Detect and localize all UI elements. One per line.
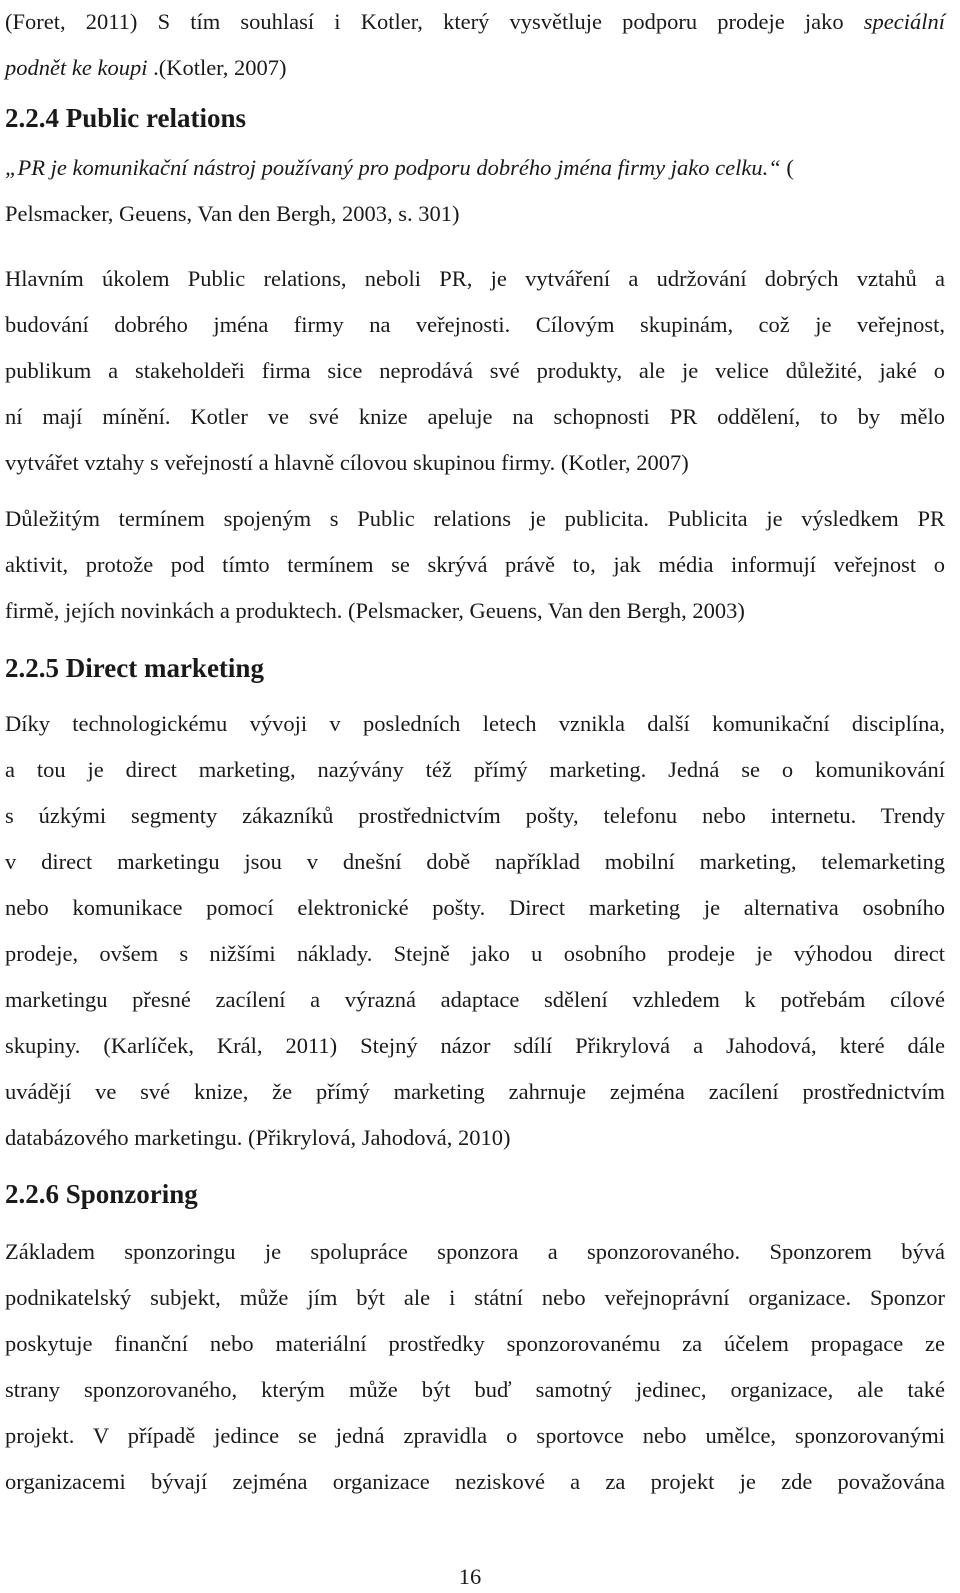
body-line: strany sponzorovaného, kterým může být buď samotný jedinec, organizace, ale také [5, 1377, 945, 1402]
body-line: projekt. V případě jedince se jedná zpravidla o sportovce nebo umělce, sponzorovanými [5, 1423, 945, 1448]
body-line: budování dobrého jména firmy na veřejnosti. Cílovým skupinám, což je veřejnost, [5, 312, 945, 337]
body-line: nebo komunikace pomocí elektronické pošty. Direct marketing je alternativa osobního [5, 895, 945, 920]
body-line: ní mají mínění. Kotler ve své knize apeluje na schopnosti PR oddělení, to by mělo [5, 404, 945, 429]
body-line: poskytuje finanční nebo materiální prostředky sponzorovanému za účelem propagace ze [5, 1331, 945, 1356]
italic-text-run: podnět ke koupi [5, 55, 148, 80]
body-line: Hlavním úkolem Public relations, neboli PR, je vytváření a udržování dobrých vztahů a [5, 266, 945, 291]
quote-text: „PR je komunikační nástroj používaný pro podporu dobrého jména firmy jako celku.“ [5, 155, 781, 180]
paragraph-sponzoring [5, 1229, 945, 1505]
body-line: v direct marketingu jsou v dnešní době například mobilní marketing, telemarketing [5, 849, 945, 874]
body-line: Pelsmacker, Geuens, Van den Bergh, 2003, s. 301) [5, 201, 460, 226]
page-number: 16 [458, 1564, 482, 1589]
body-line: podnikatelský subjekt, může jím být ale i státní nebo veřejnoprávní organizace. Sponzor [5, 1285, 945, 1310]
body-line: a tou je direct marketing, nazývány též přímý marketing. Jedná se o komunikování [5, 757, 945, 782]
body-line: databázového marketingu. (Přikrylová, Jahodová, 2010) [5, 1125, 511, 1150]
body-line: firmě, jejích novinkách a produktech. (Pelsmacker, Geuens, Van den Bergh, 2003) [5, 598, 745, 623]
paragraph-direct-marketing [5, 701, 945, 1161]
body-line: Díky technologickému vývoji v posledních letech vznikla další komunikační disciplína, [5, 711, 945, 736]
section-heading-direct-marketing: 2.2.5 Direct marketing [5, 653, 264, 683]
section-heading-public-relations: 2.2.4 Public relations [5, 103, 247, 133]
body-line: Základem sponzoringu je spolupráce sponzora a sponzorovaného. Sponzorem bývá [5, 1239, 945, 1264]
body-line: skupiny. (Karlíček, Král, 2011) Stejný názor sdílí Přikrylová a Jahodová, které dále [5, 1033, 945, 1058]
text-run: ( [780, 155, 794, 180]
body-line: uvádějí ve své knize, že přímý marketing zahrnuje zejména zacílení prostřednictvím [5, 1079, 945, 1104]
body-line: prodeje, ovšem s nižšími náklady. Stejně jako u osobního prodeje je výhodou direct [5, 941, 945, 966]
text-run: (Foret, 2011) S tím souhlasí i Kotler, který vysvětluje podporu prodeje jako [5, 9, 864, 34]
italic-text-run: speciální [863, 9, 945, 34]
body-line [5, 45, 945, 91]
paragraph-pr-1 [5, 256, 945, 486]
body-line [5, 145, 945, 191]
body-line [5, 0, 945, 45]
body-line: publikum a stakeholdeři firma sice neprodává své produkty, ale je velice důležité, jaké o [5, 358, 945, 383]
body-line: Důležitým termínem spojeným s Public relations je publicita. Publicita je výsledkem PR [5, 506, 945, 531]
body-line: aktivit, protože pod tímto termínem se skrývá právě to, jak média informují veřejnost o [5, 552, 945, 577]
document-page [5, 0, 945, 1505]
paragraph-pr-2 [5, 496, 945, 634]
body-line: s úzkými segmenty zákazníků prostřednictvím pošty, telefonu nebo internetu. Trendy [5, 803, 945, 828]
section-heading-sponzoring: 2.2.6 Sponzoring [5, 1179, 198, 1209]
body-line: organizacemi bývají zejména organizace neziskové a za projekt je zde považována [5, 1469, 945, 1494]
text-run: .(Kotler, 2007) [147, 55, 287, 80]
body-line: vytvářet vztahy s veřejností a hlavně cílovou skupinou firmy. (Kotler, 2007) [5, 450, 689, 475]
body-line: marketingu přesné zacílení a výrazná adaptace sdělení vzhledem k potřebám cílové [5, 987, 945, 1012]
